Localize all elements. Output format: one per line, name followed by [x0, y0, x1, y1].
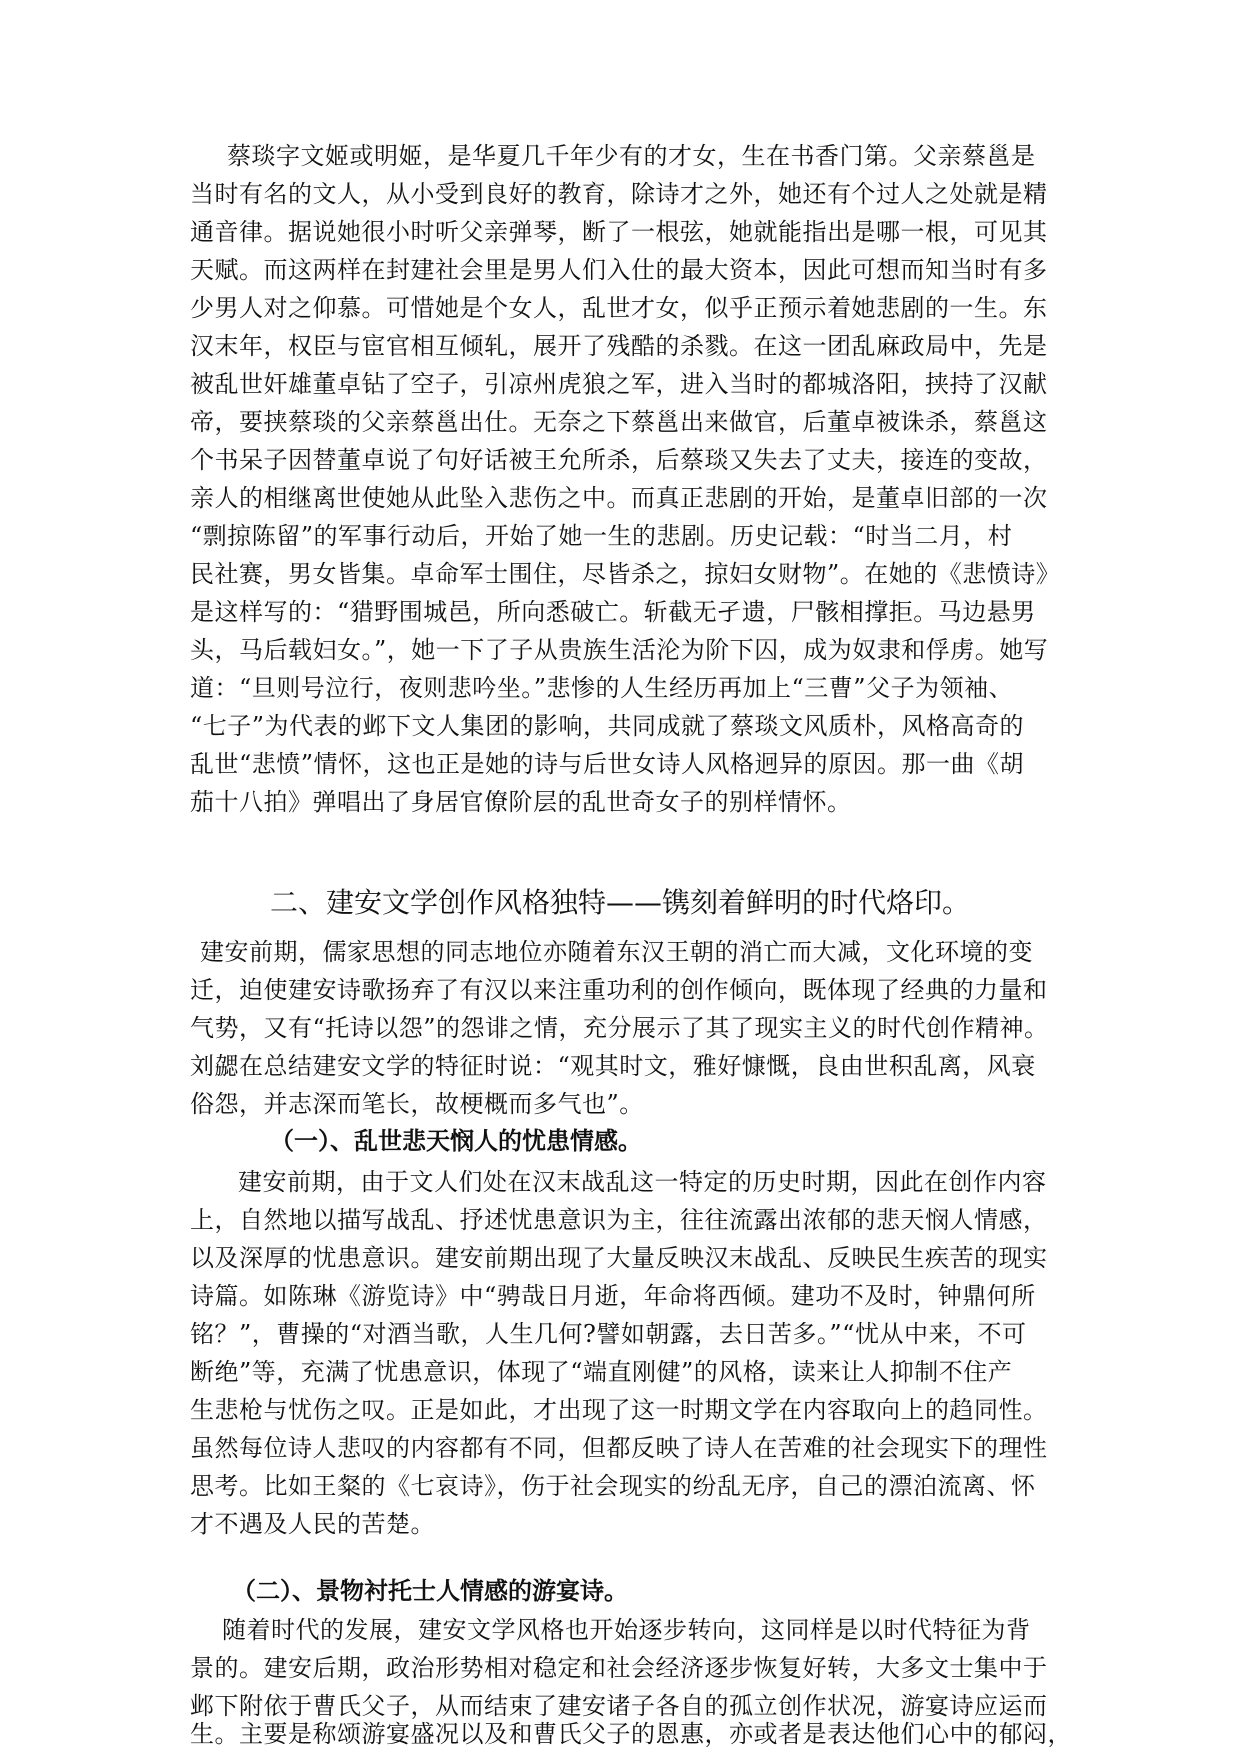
paragraph-line: 民社赛，男女皆集。卓命军士围住，尽皆杀之，掠妇女财物”。在她的《悲愤诗》	[190, 560, 1061, 588]
section-heading: 二、建安文学创作风格独特——镌刻着鲜明的时代烙印。	[269, 886, 970, 919]
paragraph-line: 虽然每位诗人悲叹的内容都有不同，但都反映了诗人在苦难的社会现实下的理性	[190, 1434, 1048, 1462]
paragraph-line: 生。主要是称颂游宴盛况以及和曹氏父子的恩惠，亦或者是表达他们心中的郁闷，	[190, 1720, 1072, 1748]
paragraph-line: 是这样写的：“猎野围城邑，所向悉破亡。斩截无孑遗，尸骸相撑拒。马边悬男	[190, 598, 1036, 626]
paragraph-line: 当时有名的文人，从小受到良好的教育，除诗才之外，她还有个过人之处就是精	[190, 180, 1048, 208]
paragraph-line: “剽掠陈留”的军事行动后，开始了她一生的悲剧。历史记载：“时当二月，村	[190, 522, 1013, 550]
paragraph-line: 少男人对之仰慕。可惜她是个女人，乱世才女，似乎正预示着她悲剧的一生。东	[190, 294, 1048, 322]
paragraph-line: 以及深厚的忧患意识。建安前期出现了大量反映汉末战乱、反映民生疾苦的现实	[190, 1244, 1048, 1272]
paragraph-line: 蔡琰字文姬或明姬，是华夏几千年少有的才女，生在书香门第。父亲蔡邕是	[227, 142, 1036, 170]
paragraph-line: 迁，迫使建安诗歌扬弃了有汉以来注重功利的创作倾向，既体现了经典的力量和	[190, 976, 1048, 1004]
paragraph-line: 气势，又有“托诗以怨”的怨诽之情，充分展示了其了现实主义的时代创作精神。	[190, 1014, 1049, 1042]
paragraph-line: 汉末年，权臣与宦官相互倾轧，展开了残酷的杀戮。在这一团乱麻政局中，先是	[190, 332, 1048, 360]
paragraph-line: 俗怨，并志深而笔长，故梗概而多气也”。	[190, 1090, 644, 1118]
paragraph-line: 亲人的相继离世使她从此坠入悲伤之中。而真正悲剧的开始，是董卓旧部的一次	[190, 484, 1048, 512]
paragraph-line: 茄十八拍》弹唱出了身居官僚阶层的乱世奇女子的别样情怀。	[190, 788, 852, 816]
paragraph-line: 思考。比如王粲的《七哀诗》，伤于社会现实的纷乱无序，自己的漂泊流离、怀	[190, 1472, 1036, 1500]
paragraph-line: 建安前期，由于文人们处在汉末战乱这一特定的历史时期，因此在创作内容	[238, 1168, 1047, 1196]
paragraph-line: 生悲枪与忧伤之叹。正是如此，才出现了这一时期文学在内容取向上的趋同性。	[190, 1396, 1048, 1424]
paragraph-line: “七子”为代表的邺下文人集团的影响，共同成就了蔡琰文风质朴，风格高奇的	[190, 712, 1025, 740]
paragraph-line: 天赋。而这两样在封建社会里是男人们入仕的最大资本，因此可想而知当时有多	[190, 256, 1048, 284]
paragraph-line: 乱世“悲愤”情怀，这也正是她的诗与后世女诗人风格迥异的原因。那一曲《胡	[190, 750, 1025, 778]
paragraph-line: 道：“旦则号泣行，夜则悲吟坐。”悲惨的人生经历再加上“三曹”父子为领袖、	[190, 674, 1014, 702]
paragraph-line: 刘勰在总结建安文学的特征时说：“观其时文，雅好慷慨，良由世积乱离，风衰	[190, 1052, 1036, 1080]
subsection-heading: （一）、乱世悲天悯人的忧患情感。	[270, 1127, 642, 1155]
paragraph-line: 断绝”等，充满了忧患意识，体现了“端直刚健”的风格，读来让人抑制不住产	[190, 1358, 1013, 1386]
subsection-heading: （二）、景物衬托士人情感的游宴诗。	[232, 1577, 628, 1605]
paragraph-line: 个书呆子因替董卓说了句好话被王允所杀，后蔡琰又失去了丈夫，接连的变故，	[190, 446, 1048, 474]
paragraph-line: 邺下附依于曹氏父子，从而结束了建安诸子各自的孤立创作状况，游宴诗应运而	[190, 1692, 1048, 1720]
paragraph-line: 被乱世奸雄董卓钻了空子，引凉州虎狼之军，进入当时的都城洛阳，挟持了汉献	[190, 370, 1048, 398]
paragraph-line: 建安前期，儒家思想的同志地位亦随着东汉王朝的消亡而大减，文化环境的变	[200, 938, 1033, 966]
paragraph-line: 诗篇。如陈琳《游览诗》中“骋哉日月逝，年命将西倾。建功不及时，钟鼎何所	[190, 1282, 1036, 1310]
paragraph-line: 铭？”，曹操的“对酒当歌，人生几何?譬如朝露，去日苦多。”“忧从中来，不可	[190, 1320, 1027, 1348]
paragraph-line: 景的。建安后期，政治形势相对稳定和社会经济逐步恢复好转，大多文士集中于	[190, 1654, 1048, 1682]
paragraph-line: 随着时代的发展，建安文学风格也开始逐步转向，这同样是以时代特征为背	[222, 1616, 1031, 1644]
paragraph-line: 上，自然地以描写战乱、抒述忧患意识为主，往往流露出浓郁的悲天悯人情感，	[190, 1206, 1048, 1234]
paragraph-line: 帝，要挟蔡琰的父亲蔡邕出仕。无奈之下蔡邕出来做官，后董卓被诛杀，蔡邕这	[190, 408, 1048, 436]
paragraph-line: 才不遇及人民的苦楚。	[190, 1510, 435, 1538]
paragraph-line: 通音律。据说她很小时听父亲弹琴，断了一根弦，她就能指出是哪一根，可见其	[190, 218, 1048, 246]
paragraph-line: 头，马后载妇女。”，她一下了子从贵族生活沦为阶下囚，成为奴隶和俘虏。她写	[190, 636, 1049, 664]
